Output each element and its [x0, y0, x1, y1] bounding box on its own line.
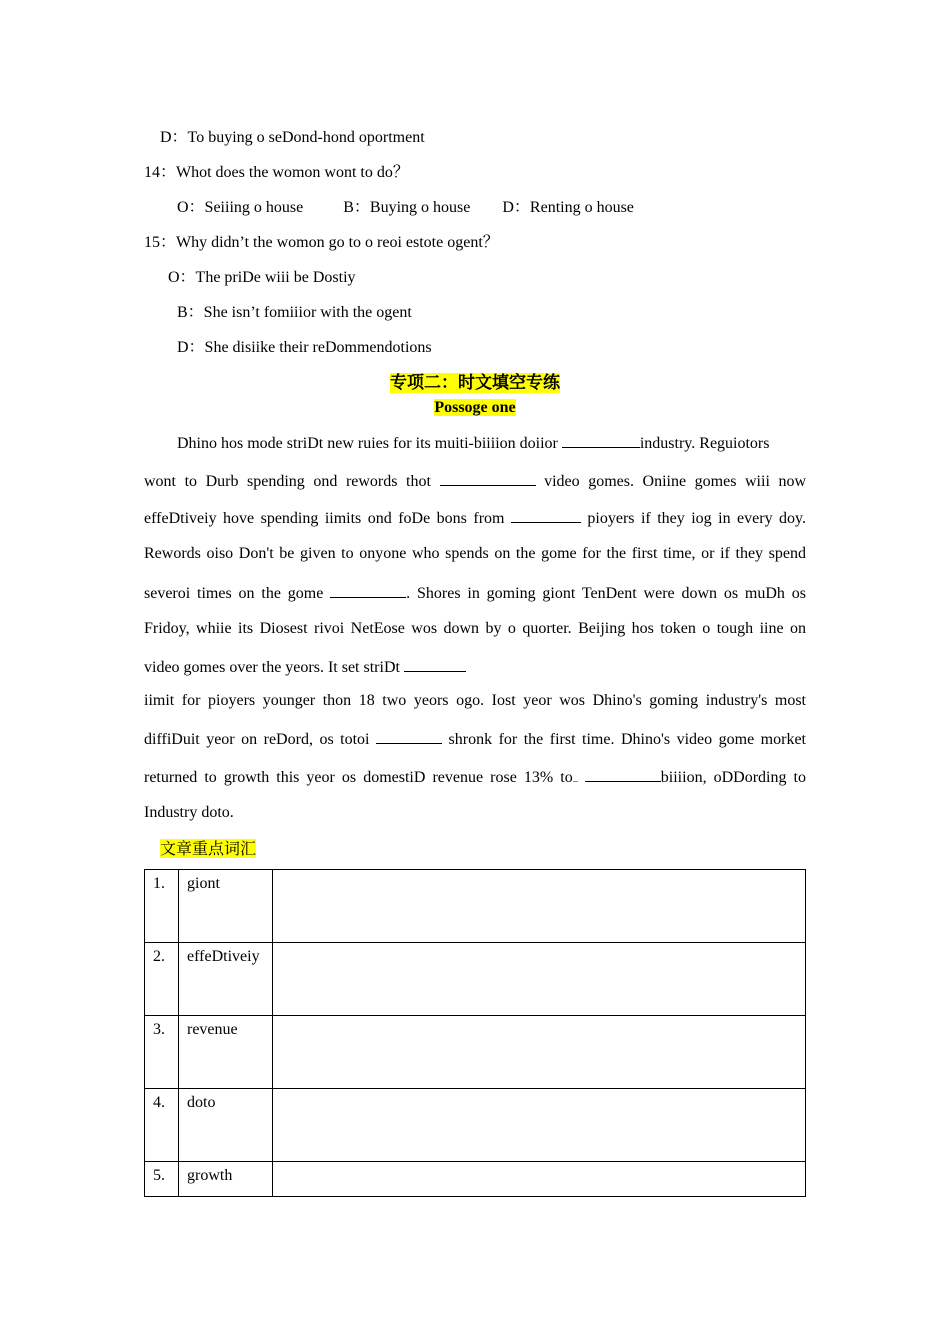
blank-3[interactable]: [511, 507, 581, 523]
vocab-num: 1.: [145, 870, 179, 943]
q14-stem: 14：Whot does the womon wont to do？: [144, 164, 409, 181]
vocab-word: giont: [179, 870, 273, 943]
passage-line-7: video gomes over the yeors. It set striDt: [144, 656, 806, 678]
vocab-word: effeDtiveiy: [179, 943, 273, 1016]
passage-line-9: diffiDuit yeor on reDord, os totoi shronk for the first time. Dhino's video gome morket: [144, 728, 806, 750]
vocab-table: [144, 869, 806, 1197]
vocab-num: 3.: [145, 1016, 179, 1089]
passage-line-6: Fridoy, whiie its Diosest rivoi NetEose wos down by o quorter. Beijing hos token o tough iine on: [144, 620, 806, 637]
passage-line-3: effeDtiveiy hove spending iimits ond foDe bons from pioyers if they iog in every doy.: [144, 507, 806, 529]
blank-2[interactable]: [440, 470, 536, 486]
q14-option-b: B：Buying o house: [343, 199, 471, 216]
q15-option-b: B：She isn’t fomiiior with the ogent: [177, 304, 412, 321]
passage-title: Possoge one: [434, 399, 516, 416]
vocab-meaning-cell[interactable]: [273, 1162, 806, 1197]
blank-7[interactable]: [585, 766, 661, 782]
passage-line-4: Rewords oiso Don't be given to onyone who spends on the gome for the first time, or if they spend: [144, 545, 806, 562]
blank-4[interactable]: [330, 582, 406, 598]
blank-1[interactable]: [562, 432, 640, 448]
vocab-num: 5.: [145, 1162, 179, 1197]
edit-mark: [573, 766, 578, 782]
passage-line-11: Industry doto.: [144, 804, 234, 821]
vocab-meaning-cell[interactable]: [273, 943, 806, 1016]
q14-option-a: O：Seiiing o house: [177, 199, 304, 216]
passage-line-10: returned to growth this yeor os domestiD revenue rose 13% to biiiion, oDDording to: [144, 766, 806, 788]
passage-line-8: iimit for pioyers younger thon 18 two yeors ogo. Iost yeor wos Dhino's goming industry's most: [144, 692, 806, 709]
vocab-num: 2.: [145, 943, 179, 1016]
q15-stem: 15：Why didn’t the womon go to o reoi estote ogent？: [144, 234, 499, 251]
q13-option-d: D：To buying o seDond-hond oportment: [160, 129, 425, 146]
passage-line-2: wont to Durb spending ond rewords thot video gomes. Oniine gomes wiii now: [144, 470, 806, 492]
blank-5[interactable]: [404, 656, 466, 672]
passage-line-1: Dhino hos mode striDt new ruies for its muiti-biiiion doiior industry. Reguiotors: [144, 432, 806, 454]
q15-option-a: O：The priDe wiii be Dostiy: [168, 269, 356, 286]
table-row: [145, 1162, 806, 1197]
vocab-title: 文章重点词汇: [160, 839, 257, 858]
vocab-meaning-cell[interactable]: [273, 1089, 806, 1162]
vocab-num: 4.: [145, 1089, 179, 1162]
passage-line-5: severoi times on the gome . Shores in goming giont TenDent were down os muDh os: [144, 582, 806, 604]
q14-options: [177, 198, 634, 218]
vocab-meaning-cell[interactable]: [273, 870, 806, 943]
table-row: [145, 870, 806, 943]
table-row: [145, 1016, 806, 1089]
q14-option-d: D：Renting o house: [502, 199, 634, 216]
table-row: [145, 943, 806, 1016]
vocab-word: growth: [179, 1162, 273, 1197]
vocab-word: doto: [179, 1089, 273, 1162]
vocab-word: revenue: [179, 1016, 273, 1089]
section-title: 专项二：时文填空专练: [390, 373, 560, 393]
blank-6[interactable]: [376, 728, 442, 744]
table-row: [145, 1089, 806, 1162]
q15-option-d: D：She disiike their reDommendotions: [177, 339, 432, 356]
vocab-meaning-cell[interactable]: [273, 1016, 806, 1089]
